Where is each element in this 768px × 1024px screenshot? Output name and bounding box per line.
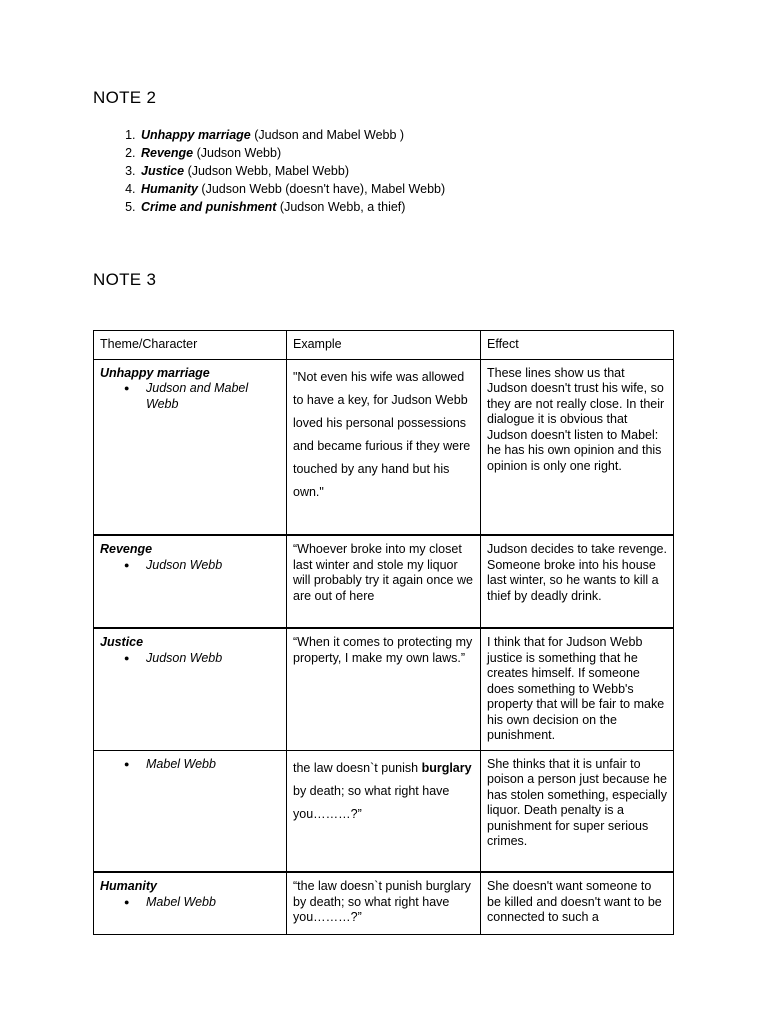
example-cell: “Whoever broke into my closet last winter and stole my liquor will probably try it again once we are out of here [287, 535, 481, 628]
theme-cell [94, 872, 287, 934]
example-text: the law doesn`t punish [293, 760, 422, 775]
table-header-row [94, 331, 674, 360]
theme-name: Revenge [141, 146, 194, 160]
list-item [139, 126, 445, 144]
effect-cell: These lines show us that Judson doesn't trust his wife, so they are not really close. In their dialogue it is obvious that Judson doesn't listen to Mabel: he has his own opinion and this opinion is only one right. [481, 359, 674, 535]
character-item: ● Judson Webb [146, 651, 280, 667]
table-row [94, 359, 674, 535]
header-example: Example [287, 331, 481, 360]
theme-name: Justice [100, 635, 144, 649]
example-text: by death; so what right have you………?” [293, 783, 450, 821]
table-row [94, 628, 674, 750]
theme-cell [94, 750, 287, 872]
theme-list [93, 126, 445, 216]
theme-detail: (Judson Webb) [193, 146, 282, 160]
table-row [94, 872, 674, 934]
character-item: ● Mabel Webb [146, 895, 280, 911]
theme-name: Justice [141, 164, 185, 178]
theme-name: Unhappy marriage [100, 365, 210, 380]
theme-detail: (Judson Webb (doesn't have), Mabel Webb) [197, 182, 446, 196]
list-item [139, 180, 445, 198]
list-item [139, 162, 445, 180]
theme-name: Humanity [100, 879, 157, 893]
example-cell: “When it comes to protecting my property, I make my own laws.” [287, 628, 481, 750]
example-bold: burglary [421, 760, 472, 775]
table-row [94, 535, 674, 628]
effect-cell: Judson decides to take revenge. Someone broke into his house last winter, so he wants to kill a thief by deadly drink. [481, 535, 674, 628]
character-item: ● Judson Webb [146, 558, 280, 574]
header-effect: Effect [481, 331, 674, 360]
header-theme-character: Theme/Character [94, 331, 287, 360]
character-item: ● Judson and Mabel Webb [146, 381, 280, 412]
theme-detail: (Judson Webb, Mabel Webb) [184, 164, 349, 178]
note-2-heading: NOTE 2 [93, 88, 157, 107]
table-row [94, 750, 674, 872]
list-item [139, 198, 445, 216]
theme-name: Unhappy marriage [141, 128, 251, 142]
effect-cell: I think that for Judson Webb justice is something that he creates himself. If someone does something to Webb's property that will be fair to make his own decision on the punishment. [481, 628, 674, 750]
theme-name: Revenge [100, 542, 153, 556]
theme-cell [94, 628, 287, 750]
example-cell: "Not even his wife was allowed to have a key, for Judson Webb loved his personal possessions and became furious if they were touched by any hand but his own." [287, 359, 481, 535]
note-3-heading: NOTE 3 [93, 270, 157, 289]
theme-cell [94, 359, 287, 535]
theme-table [93, 330, 674, 935]
example-cell [287, 750, 481, 872]
effect-cell: She thinks that it is unfair to poison a person just because he has stolen something, especially liquor. Death penalty is a punishment for super serious crimes. [481, 750, 674, 872]
theme-name: Crime and punishment [141, 200, 277, 214]
theme-detail: (Judson Webb, a thief) [276, 200, 406, 214]
list-item [139, 144, 445, 162]
theme-detail: (Judson and Mabel Webb ) [250, 128, 405, 142]
theme-name: Humanity [141, 182, 198, 196]
theme-cell [94, 535, 287, 628]
example-cell: “the law doesn`t punish burglary by death; so what right have you………?” [287, 872, 481, 934]
effect-cell: She doesn't want someone to be killed and doesn't want to be connected to such a [481, 872, 674, 934]
character-item: ● Mabel Webb [146, 757, 280, 773]
